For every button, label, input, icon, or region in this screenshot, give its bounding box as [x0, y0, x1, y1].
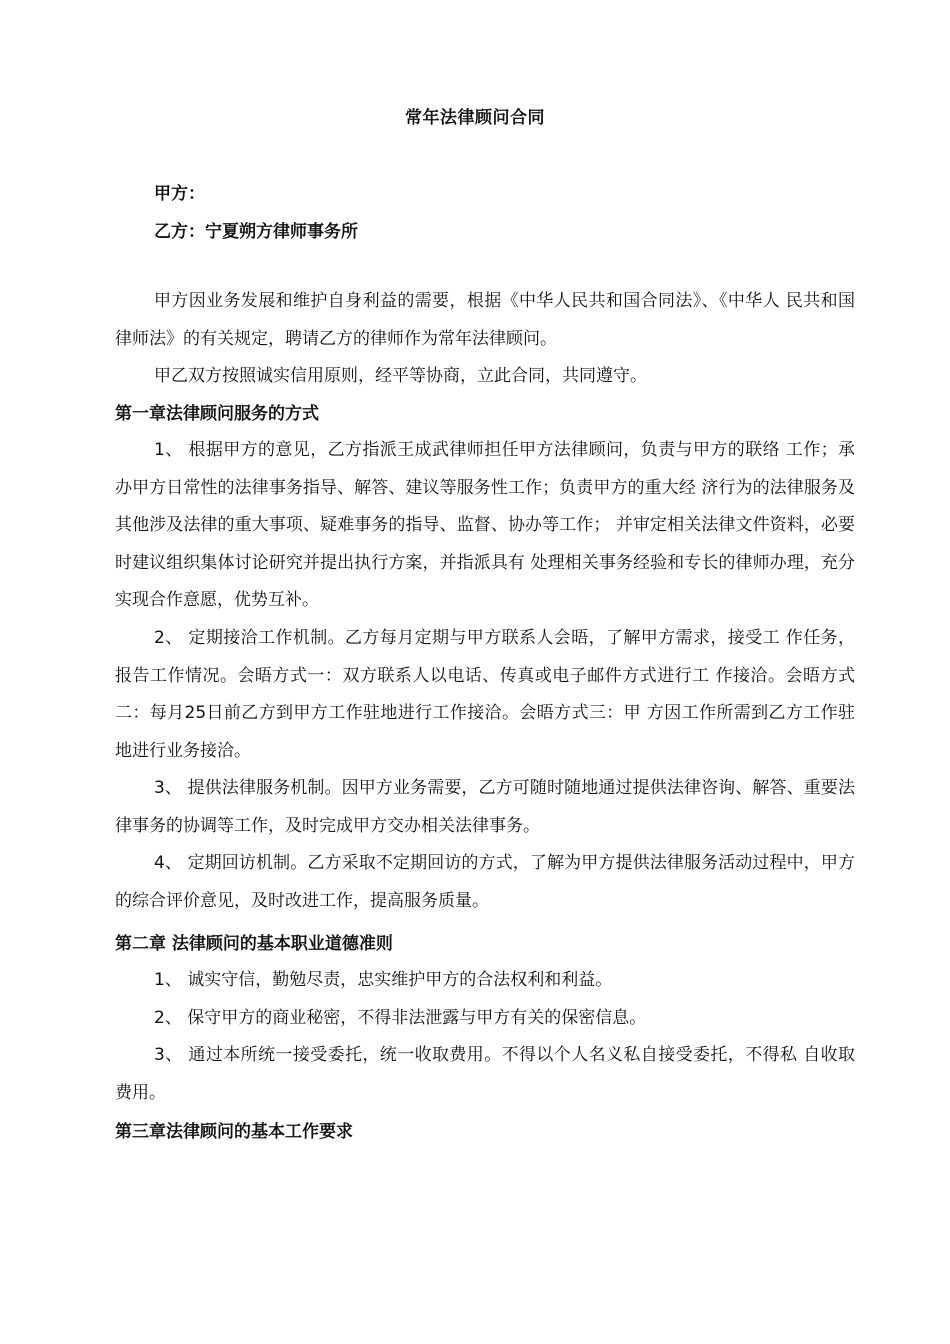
chapter-1-body — [115, 432, 855, 620]
chapter-2-body — [115, 962, 855, 1112]
chapter-1-item: 2、 定期接洽工作机制。乙方每月定期与甲方联系人会晤，了解甲方需求，接受工 作任务，报告工作情况。会晤方式一：双方联系人以电话、传真或电子邮件方式进行工 作接洽。会晤方式二：每月25日前乙方到甲方工作驻地进行工作接洽。会晤方式三：甲 方因工作所需到乙方工作驻地进行业务接洽。 — [115, 628, 855, 761]
intro-paragraph: 甲乙双方按照诚实信用原则，经平等协商，立此合同，共同遵守。 — [154, 366, 647, 386]
chapter-2-item: 2、 保守甲方的商业秘密，不得非法泄露与甲方有关的保密信息。 — [154, 1007, 647, 1028]
chapter-3-heading: 第三章法律顾问的基本工作要求 — [115, 1122, 353, 1142]
intro-section — [115, 283, 855, 396]
chapter-1-body-2 — [115, 620, 855, 770]
intro-paragraph: 甲方因业务发展和维护自身利益的需要，根据《中华人民共和国合同法》、《中华人 民共和国律师法》的有关规定，聘请乙方的律师作为常年法律顾问。 — [115, 291, 855, 349]
chapter-1-item: 3、 提供法律服务机制。因甲方业务需要，乙方可随时随地通过提供法律咨询、解答、重要法律事务的协调等工作，及时完成甲方交办相关法律事务。 — [115, 778, 855, 836]
chapter-2-item: 1、 诚实守信，勤勉尽责，忠实维护甲方的合法权利和利益。 — [154, 970, 613, 990]
document-title: 常年法律顾问合同 — [405, 108, 545, 128]
chapter-1-item: 4、 定期回访机制。乙方采取不定期回访的方式，了解为甲方提供法律服务活动过程中，甲方的综合评价意见，及时改进工作，提高服务质量。 — [115, 853, 855, 911]
chapter-2-item: 3、 通过本所统一接受委托，统一收取费用。不得以个人名义私自接受委托，不得私 自收取费用。 — [115, 1045, 855, 1103]
chapter-2-heading: 第二章 法律顾问的基本职业道德准则 — [115, 934, 393, 954]
party-b-line: 乙方：宁夏朔方律师事务所 — [154, 222, 358, 242]
chapter-1-heading: 第一章法律顾问服务的方式 — [115, 404, 319, 424]
chapter-1-body-4 — [115, 845, 855, 920]
party-a-line: 甲方： — [154, 184, 205, 204]
chapter-1-item: 1、 根据甲方的意见，乙方指派王成武律师担任甲方法律顾问，负责与甲方的联络 工作；承办甲方日常性的法律事务指导、解答、建议等服务性工作；负责甲方的重大经 济行为的法律服务及其他涉及法律的重大事项、疑难事务的指导、监督、协办等工作； 并审定相关法律文件资料，必要时建议组织集体讨论研究并提出执行方案，并指派具有 处理相关事务经验和专长的律师办理，充分实现合作意愿，优势互补。 — [115, 440, 855, 610]
chapter-1-body-3 — [115, 770, 855, 845]
